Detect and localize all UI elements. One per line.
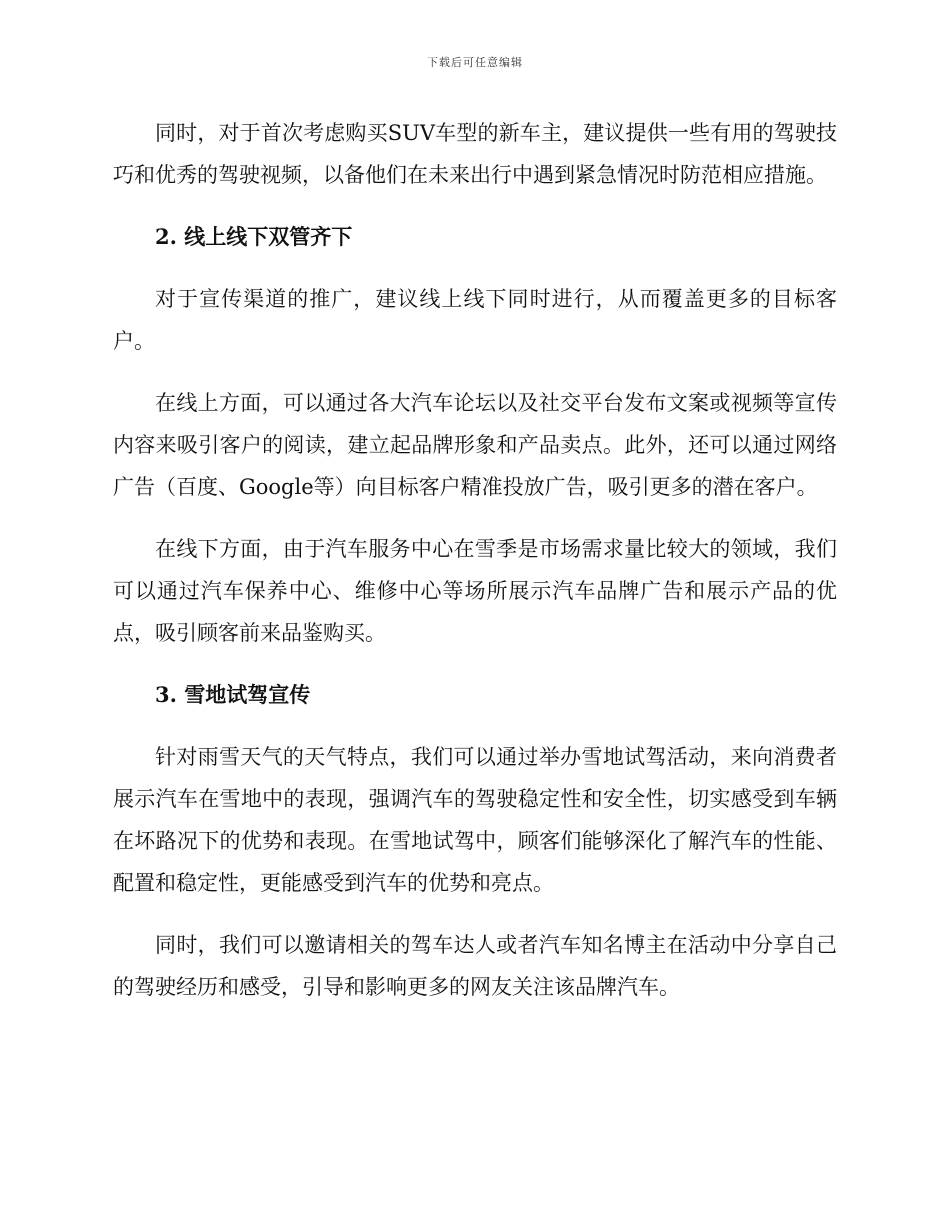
paragraph-online: 在线上方面，可以通过各大汽车论坛以及社交平台发布文案或视频等宣传内容来吸引客户的阅读，建立起品牌形象和产品卖点。此外，还可以通过网络广告（百度、Google等）向目标客户精准投放广告，吸引更多的潜在客户。 [113, 391, 837, 499]
section-heading-online-offline: 2. 线上线下双管齐下 [155, 224, 353, 249]
page-header: 下载后可任意编辑 [427, 56, 523, 69]
paragraph-channel-promotion: 对于宣传渠道的推广，建议线上线下同时进行，从而覆盖更多的目标客户。 [113, 287, 837, 353]
paragraph-offline: 在线下方面，由于汽车服务中心在雪季是市场需求量比较大的领域，我们可以通过汽车保养中心、维修中心等场所展示汽车品牌广告和展示产品的优点，吸引顾客前来品鉴购买。 [113, 537, 837, 645]
paragraph-suv-new-owners: 同时，对于首次考虑购买SUV车型的新车主，建议提供一些有用的驾驶技巧和优秀的驾驶视频，以备他们在未来出行中遇到紧急情况时防范相应措施。 [113, 121, 837, 187]
document-body [113, 112, 837, 1028]
paragraph-influencers: 同时，我们可以邀请相关的驾车达人或者汽车知名博主在活动中分享自己的驾驶经历和感受，引导和影响更多的网友关注该品牌汽车。 [113, 933, 837, 999]
paragraph-snow-test-drive: 针对雨雪天气的天气特点，我们可以通过举办雪地试驾活动，来向消费者展示汽车在雪地中的表现，强调汽车的驾驶稳定性和安全性，切实感受到车辆在坏路况下的优势和表现。在雪地试驾中，顾客们能够深化了解汽车的性能、配置和稳定性，更能感受到汽车的优势和亮点。 [113, 745, 837, 895]
section-heading-snow-test-drive: 3. 雪地试驾宣传 [155, 682, 311, 707]
